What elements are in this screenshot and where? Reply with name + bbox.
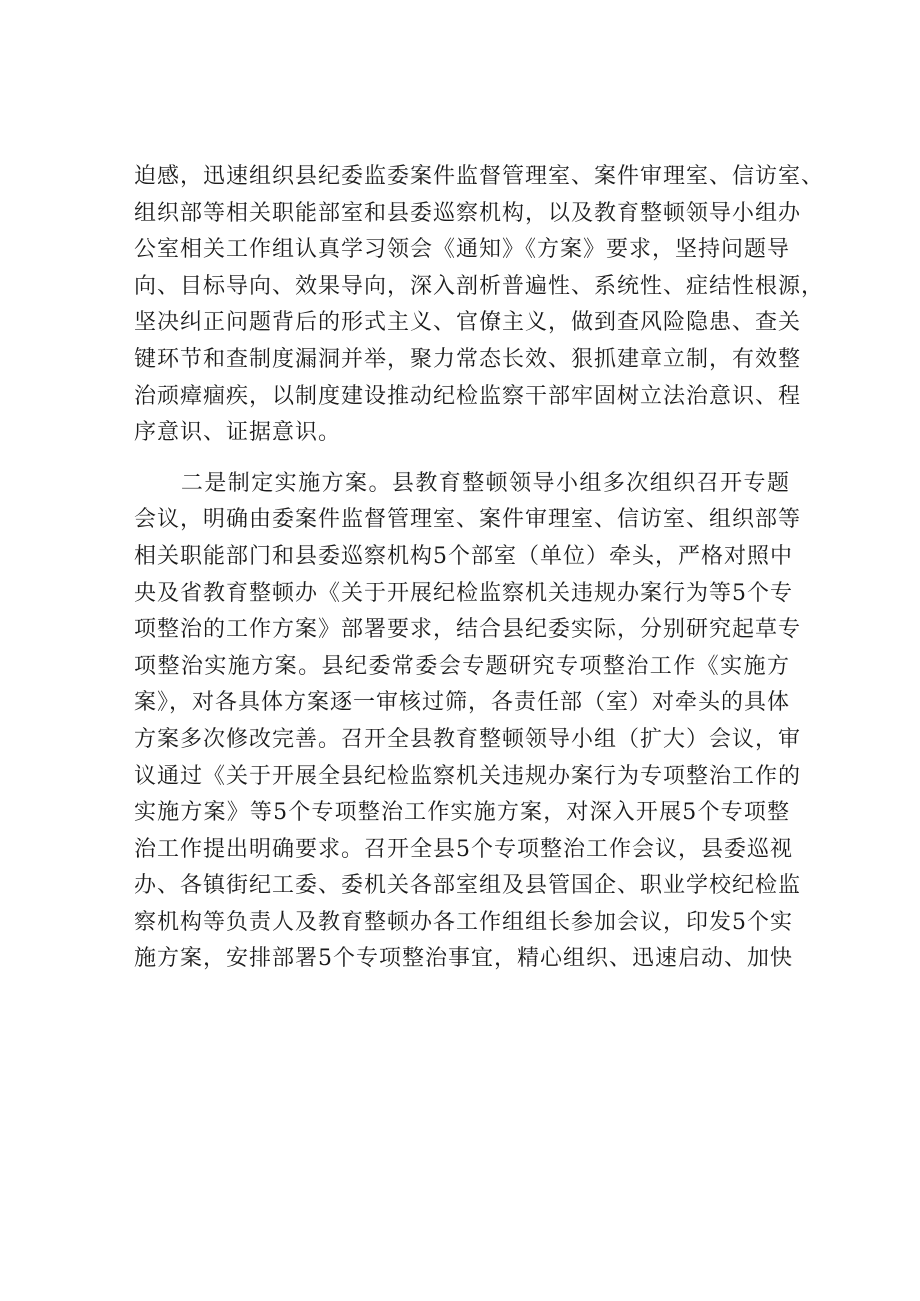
text-line: 议通过《关于开展全县纪检监察机关违规办案行为专项整治工作的 [134,763,802,789]
text-line: 案》，对各具体方案逐一审核过筛，各责任部（室）对牵头的具体 [134,690,791,716]
text-line: 项整治实施方案。县纪委常委会专题研究专项整治工作《实施方 [134,653,790,679]
text-line: 方案多次修改完善。召开全县教育整顿领导小组（扩大）会议，审 [134,726,802,752]
text-line: 项整治的工作方案》部署要求，结合县纪委实际，分别研究起草专 [134,617,802,643]
text-line: 会议，明确由委案件监督管理室、案件审理室、信访室、组织部等 [134,507,802,533]
text-line: 相关职能部门和县委巡察机构5个部室（单位）牵头，严格对照中 [134,543,793,569]
paragraph-spacer [134,452,790,466]
text-line: 公室相关工作组认真学习领会《通知》《方案》要求，坚持问题导 [134,237,791,263]
text-line: 治工作提出明确要求。召开全县5个专项整治工作会议，县委巡视 [134,836,793,862]
text-line: 施方案，安排部署5个专项整治事宜，精心组织、迅速启动、加快 [134,946,793,972]
paragraph [134,159,825,452]
text-line: 办、各镇街纪工委、委机关各部室组及县管国企、职业学校纪检监 [134,873,802,899]
text-line: 坚决纠正问题背后的形式主义、官僚主义，做到查风险隐患、查关 [134,310,802,336]
text-line: 序意识、证据意识。 [134,420,342,446]
text-line: 察机构等负责人及教育整顿办各工作组组长参加会议，印发5个实 [134,909,793,935]
text-line: 治顽瘴痼疾，以制度建设推动纪检监察干部牢固树立法治意识、程 [134,383,802,409]
text-line: 迫感，迅速组织县纪委监委案件监督管理室、案件审理室、信访室、 [134,164,825,189]
text-line: 二是制定实施方案。县教育整顿领导小组多次组织召开专题 [134,470,790,496]
text-line: 实施方案》等5个专项整治工作实施方案，对深入开展5个专项整 [134,800,790,826]
text-line: 央及省教育整顿办《关于开展纪检监察机关违规办案行为等5个专 [134,580,793,606]
paragraph [134,466,802,978]
text-line: 键环节和查制度漏洞并举，聚力常态长效、狠抓建章立制，有效整 [134,346,802,372]
text-line: 向、目标导向、效果导向，深入剖析普遍性、系统性、症结性根源， [134,273,825,299]
text-line: 组织部等相关职能部室和县委巡察机构，以及教育整顿领导小组办 [134,200,802,226]
document-body [134,159,825,978]
